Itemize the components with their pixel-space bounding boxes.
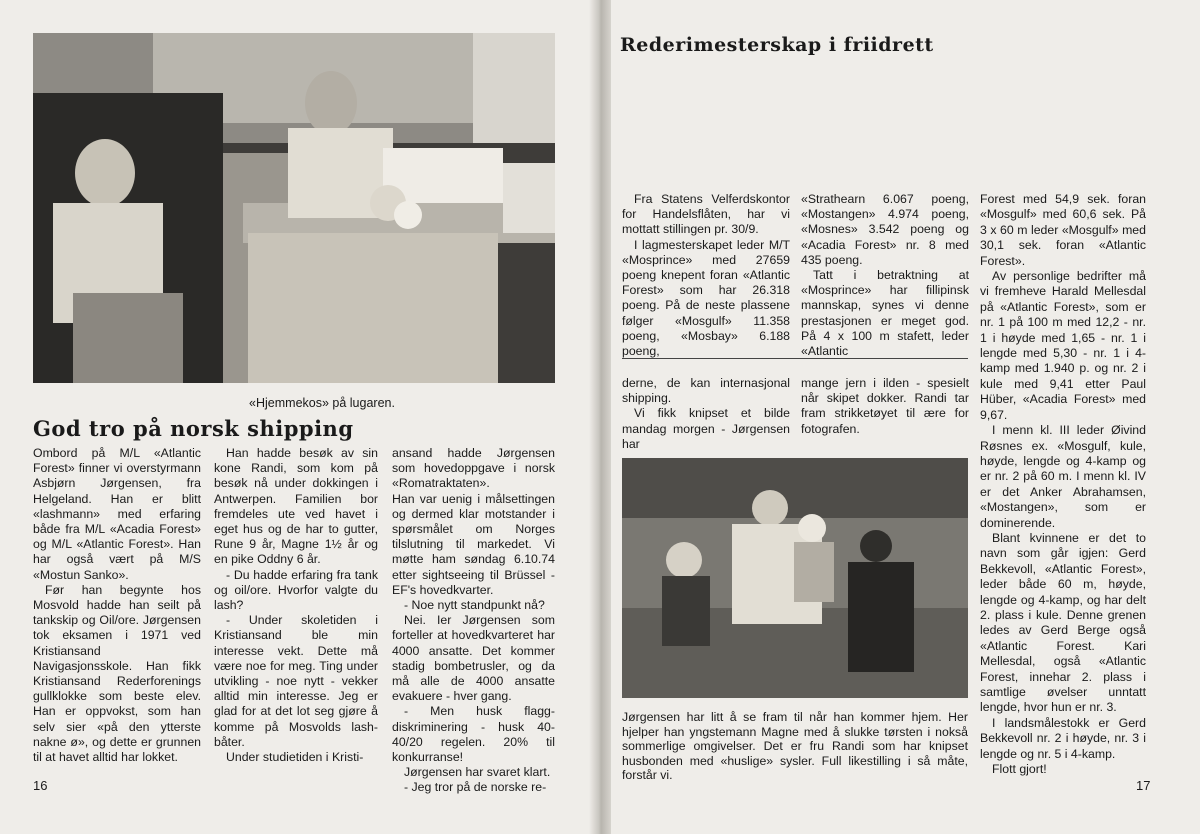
paragraph: Under studietiden i Kristi-: [226, 750, 364, 765]
page-number: 17: [1136, 778, 1151, 793]
right-page: [610, 0, 1200, 834]
paragraph: mange jern i ilden - spesielt når skipet dokker. Randi tar fram strikketøyet til ære for fotografen.: [801, 376, 969, 436]
paragraph: I lagmesterskapet leder M/T «Mosprince» med 27659 poeng knepent foran «Atlantic Forest» som har 26.318 poeng. På de neste plassene følger «Mosgulf» 11.358 poeng, «Mosbay» 6.188 poeng,: [622, 237, 790, 359]
right-top-column-2: [801, 192, 969, 359]
paragraph: Han hadde besøk av sin kone Randi, som kom på besøk nå under dokkingen i Antwerpen. Familien bor fremdeles ute ved havet i eget hus og de har to gutter, Rune 9 år, Magne 1½ år og en pike Oddny 6 år.: [214, 446, 378, 567]
paragraph: - Jeg tror på de norske re-: [404, 780, 547, 795]
paragraph: Tatt i betraktning at «Mosprince» har fillipinsk mannskap, synes vi denne prestasjonen er meget god. På 4 x 100 m stafett, leder «Atlantic: [801, 268, 969, 359]
family-photo: [622, 458, 968, 698]
paragraph: Nei. Ier Jørgensen som forteller at hovedkvarteret har 4000 ansatte. Det kommer stadig bombetrusler, og da må alle de 4000 ansatte evakuere - hver gang.: [392, 613, 555, 704]
article-headline: Rederimesterskap i friidrett: [620, 34, 934, 56]
paragraph: Av personlige bedrifter må vi fremheve Harald Mellesdal på «Atlantic Forest», som er nr. 1 på 100 m med 12,2 - nr. 1 i høyde med 1,65 - nr. 1 i lengde med 5,30 - nr. 1 i 4-kamp med 1.940 p. og nr. 2 i kule med 9,41 etter Paul Hüber, «Acadia Forest» med 9,67.: [980, 269, 1146, 422]
paragraph: I landsmålestokk er Gerd Bekkevoll nr. 2 i høyde, nr. 3 i lengde og nr. 5 i 4-kamp.: [980, 715, 1146, 761]
left-page: [0, 0, 590, 834]
paragraph: Blant kvinnene er det to navn som går igjen: Gerd Bekkevoll, «Atlantic Forest», leder både 60 m, høyde, lengde og 4-kamp, og har delt 2. plass i kule. Denne grenen ledes av Gerd Berge også «Atlantic Forest. Kari Mellesdal, også «Atlantic Forest, innehar 2. plass i samtlige øvelser unntatt lengde, hvor hun er nr. 3.: [980, 530, 1146, 715]
paragraph: - Du hadde erfaring fra tank og oil/ore. Hvorfor valgte du lash?: [214, 567, 378, 613]
paragraph: - Noe nytt standpunkt nå?: [404, 598, 545, 613]
photo-caption: Jørgensen har litt å se fram til når han kommer hjem. Her hjelper han yngstemann Magne med å slukke tørsten i nokså sommerlige omgivelser. Det er fru Randi som har knipset husbonden med «huslige» sysler. Full likestilling i så måte, forstår vi.: [622, 710, 968, 782]
paragraph: Ombord på M/L «Atlantic Forest» finner vi overstyrmann Asbjørn Jørgensen, fra Helgeland. Han er blitt «lashmann» med erfaring både fra M/L «Acadia Forest» og M/L «Atlantic Forest». Han har også vært på M/S «Mostun Sanko».: [33, 446, 201, 582]
paragraph: - Under skoletiden i Kristiansand ble min interesse vekt. Dette må være noe for meg. Ting under utvikling - noe nytt - vekker alltid min interesse. Jeg er glad for at det lot seg gjøre å komme på Mosvolds lash-båter.: [214, 613, 378, 749]
paragraph: Forest med 54,9 sek. foran «Mosgulf» med 60,6 sek. På 3 x 60 m leder «Mosgulf» med 30,1 sek. foran «Atlantic Forest».: [980, 192, 1146, 268]
right-mid-column-2: [801, 376, 969, 437]
paragraph: I menn kl. III leder Øivind Røsnes ex. «Mosgulf, kule, høyde, lengde og 4-kamp og er nr. 2 på 60 m. I menn kl. IV er det Anker Abrahamsen, «Mostangen», som er dominerende.: [980, 423, 1146, 530]
paragraph: Fra Statens Velferdskontor for Handelsflåten, har vi mottatt stillingen pr. 30/9.: [622, 192, 790, 237]
paragraph: Før han begynte hos Mosvold hadde han seilt på tankskip og Oil/ore. Jørgensen tok eksamen i 1971 ved Kristiansand Navigasjonsskole. Han fikk Kristiansand Rederforenings gullklokke som beste elev. Han er oppvokst, som han selv sier «på den ytterste nakne ø», og dette er grunnen til at havet alltid har lokket.: [33, 582, 201, 765]
left-column-2: [214, 446, 378, 765]
paragraph: - Men husk flagg-diskriminering - husk 40-40/20 regelen. 20% til konkurranse!: [392, 704, 555, 765]
page-gutter: [589, 0, 611, 834]
paragraph: Flott gjort!: [992, 762, 1047, 777]
page-number: 16: [33, 778, 48, 793]
paragraph: «Strathearn 6.067 poeng, «Mostangen» 4.974 poeng, «Mosnes» 3.542 poeng og «Acadia Forest» nr. 8 med 435 poeng.: [801, 192, 969, 267]
paragraph: Han var uenig i målsettingen og dermed klar motstander i spørsmålet om Norges tilslutning til markedet. Vi møtte ham søndag 6.10.74 etter sightseeing til Brüssel - EF's hovedkvarter.: [392, 491, 555, 597]
left-column-3: [392, 446, 555, 796]
right-top-column-1: [622, 192, 790, 359]
right-column-3: [980, 192, 1146, 777]
section-divider: [622, 358, 968, 359]
article-headline: God tro på norsk shipping: [33, 416, 354, 441]
paragraph: ansand hadde Jørgensen som hovedoppgave i norsk «Romatraktaten».: [392, 446, 555, 491]
right-mid-column-1: [622, 376, 790, 452]
paragraph: Vi fikk knipset et bilde mandag morgen - Jørgensen har: [622, 406, 790, 451]
left-column-1: [33, 446, 201, 765]
cabin-photo: [33, 33, 555, 383]
paragraph: derne, de kan internasjonal shipping.: [622, 376, 790, 406]
paragraph: Jørgensen har svaret klart.: [404, 765, 551, 780]
photo-caption: «Hjemmekos» på lugaren.: [249, 396, 395, 410]
